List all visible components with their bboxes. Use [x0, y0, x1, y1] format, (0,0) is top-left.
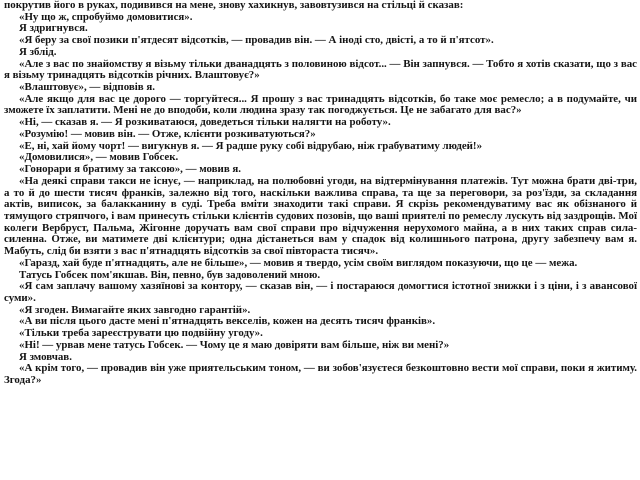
paragraph: Татусь Гобсек пом'якшав. Він, певно, був задоволений мною.: [19, 268, 321, 281]
paragraph: «Я сам заплачу вашому хазяїнові за контору, — сказав він, — і постараюся домогтися істотної знижки і з ціни, і з авансової суми».: [4, 280, 637, 304]
paragraph: «Ні, — сказав я. — Я розкиватаюся, доведеться тільки налягти на роботу».: [19, 116, 391, 129]
paragraph: покрутив його в руках, подивився на мене, знову хахикнув, завовтузився на стільці й сказав:: [4, 0, 464, 11]
paragraph: «Е, ні, хай йому чорт! — вигукнув я. — Я радше руку собі відрубаю, ніж грабуватиму людей!»: [19, 139, 483, 152]
paragraph: «Але якщо для вас це дорого — торгуйтеся... Я прошу з вас тринадцять відсотків, бо таке моє ремесло; а в подумайте, чи зможете їх заплатити. Мені не до вподоби, коли людина зразу так погоджується. Це не забагато для вас?»: [4, 92, 637, 117]
paragraph: «Ні! — урвав мене татусь Гобсек. — Чому це я маю довіряти вам більше, ніж ви мені?»: [19, 338, 450, 351]
paragraph: «Ну що ж, спробуймо домовитися».: [19, 10, 193, 23]
paragraph: «Тільки треба зареєструвати цю подвійну угоду».: [19, 327, 263, 340]
paragraph: «Розумію! — мовив він. — Отже, клієнти розкиватуються?»: [19, 127, 316, 140]
paragraph: «Домовилися», — мовив Гобсек.: [19, 151, 179, 164]
paragraph: «А крім того, — провадив він уже приятельським тоном, — ви зобов'язуєтеся безкоштовно вести мої справи, поки я житиму. Згода?»: [4, 362, 637, 386]
paragraph: «Але з вас по знайомству я візьму тільки дванадцять з половиною відсот... — Він запнувся. — Тобто я хотів сказати, що з вас я візьму тринадцять відсотків річних. Влаштовує?»: [4, 57, 637, 82]
paragraph: Я змовчав.: [19, 350, 72, 363]
paragraph: «Гонорари я братиму за таксою», — мовив я.: [19, 163, 242, 176]
paragraph: «На деякі справи такси не існує, — наприклад, на полюбовні угоди, на відтермінування платежів. Тут можна брати дві-три, а то й до шести тисяч франків, залежно від того, наскільки важлива справа, та ще за переговори, за роз'їзди, за складання актів, виписок, за балакканину в суді. Треба вміти знаходити такі справи. Я скрізь рекомендуватиму вас як обізнаного й тямущого стряпчого, і вам принесуть стільки клієнтів судових позовів, що ваші приятелі по ремеслу лускуть від заздрощів. Мої колеги Вербруст, Пальма, Жігонне доручать вам свої справи про відчуження нерухомого майна, а в них таких справ сила-силенна. Отже, ви матимете дві клієнтури; одна дістанеться вам у спадок від колишнього патрона, другу забезпечу вам я. Мабуть, слід би взяти з вас п'ятнадцять відсотків за свої півтораста тисяч».: [4, 174, 637, 258]
paragraph: «А ви після цього дасте мені п'ятнадцять векселів, кожен на десять тисяч франків».: [19, 315, 436, 328]
paragraph: «Я беру за свої позики п'ятдесят відсотків, — провадив він. — А іноді сто, двісті, а то й п'ятсот».: [19, 34, 494, 47]
paragraph: Я зблід.: [19, 45, 57, 58]
paragraph: «Влаштовує», — відповів я.: [19, 81, 155, 94]
paragraph: Я здригнувся.: [19, 22, 88, 35]
paragraph: «Я згоден. Вимагайте яких завгодно гарантій».: [19, 303, 251, 316]
paragraph: «Гаразд, хай буде п'ятнадцять, але не більше», — мовив я твердо, усім своїм виглядом показуючи, що це — межа.: [19, 256, 578, 269]
